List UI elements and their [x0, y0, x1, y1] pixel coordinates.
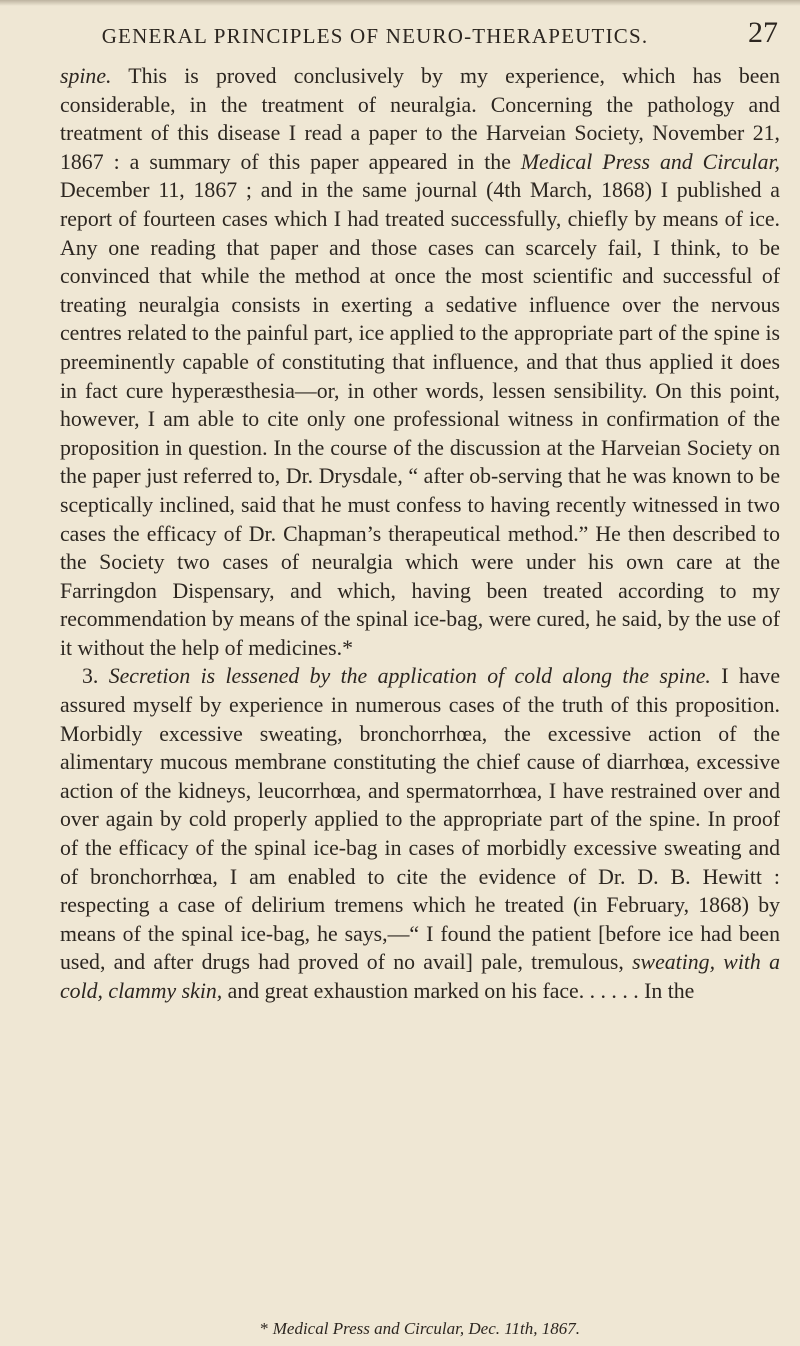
- paragraph-text: December 11, 1867 ; and in the same journal (4th March, 1868) I published a report of fourteen cases which I had treated successfully, chiefly by means of ice. Any one reading that paper and those cases can scarcely fail, I think, to be convinced that while the method at once the most scientific and successful of treating neuralgia consists in exerting a sedative influence over the nervous centres related to the painful part, ice applied to the appropriate part of the spine is preeminently capable of constituting that influence, and that thus applied it does in fact cure hyperæsthesia—or, in other words, lessen sensibility. On this point, however, I am able to cite only one professional witness in confirmation of the proposition in question. In the course of the discussion at the Harveian Society on the paper just referred to, Dr. Drysdale, “ after ob-serving that he was known to be sceptically inclined, said that he must confess to having recently witnessed in two cases the efficacy of Dr. Chapman’s therapeutical method.” He then described to the Society two cases of neuralgia which were under his own care at the Farringdon Dispensary, and which, having been treated according to my recommendation by means of the spinal ice-bag, were cured, he said, by the use of it without the help of medicines.*: [60, 178, 780, 660]
- proposition-heading: Secretion is lessened by the application of cold along the spine.: [108, 664, 711, 689]
- proposition-number: 3.: [82, 664, 109, 689]
- page-top-edge: [0, 0, 800, 6]
- journal-title: Medical Press and Circular,: [520, 149, 780, 174]
- paragraph-continued: [60, 62, 780, 662]
- footnote-text: Medical Press and Circular, Dec. 11th, 1867.: [272, 1319, 580, 1338]
- paragraph-text: and great exhaustion marked on his face. . . . . . In the: [222, 979, 695, 1003]
- paragraph-lead-word: spine.: [60, 64, 112, 88]
- body-text: [60, 62, 780, 1006]
- paragraph-text: I have assured myself by experience in numerous cases of the truth of this proposition. Morbidly excessive sweating, bronchorrhœa, the excessive action of the alimentary mucous membrane constituting the chief cause of diarrhœa, excessive action of the kidneys, leucorrhœa, and spermatorrhœa, I have restrained over and over again by cold properly applied to the appropriate part of the spine. In proof of the efficacy of the spinal ice-bag in cases of morbidly excessive sweating and of bronchorrhœa, I am enabled to cite the evidence of Dr. D. B. Hewitt : respecting a case of delirium tremens which he treated (in February, 1868) by means of the spinal ice-bag, he says,—“ I found the patient [before ice had been used, and after drugs had proved of no avail] pale, tremulous,: [60, 664, 781, 975]
- paragraph-text: This is proved conclusively by my experience, which has been considerable, in the treatment of neuralgia. Concerning the pathology and treatment of this disease I read a paper to the Harveian Society, November 21, 1867 : a summary of this paper appeared in the: [60, 64, 780, 174]
- paragraph-secretion: [60, 662, 780, 1005]
- page-number: 27: [748, 16, 778, 49]
- page-header: [60, 16, 778, 56]
- running-head: GENERAL PRINCIPLES OF NEURO-THERAPEUTICS.: [101, 24, 649, 48]
- footnote-mark: *: [260, 1319, 273, 1338]
- footnote: [60, 1318, 780, 1340]
- quoted-emphasis: sweating, with a cold, clammy skin,: [60, 950, 780, 1003]
